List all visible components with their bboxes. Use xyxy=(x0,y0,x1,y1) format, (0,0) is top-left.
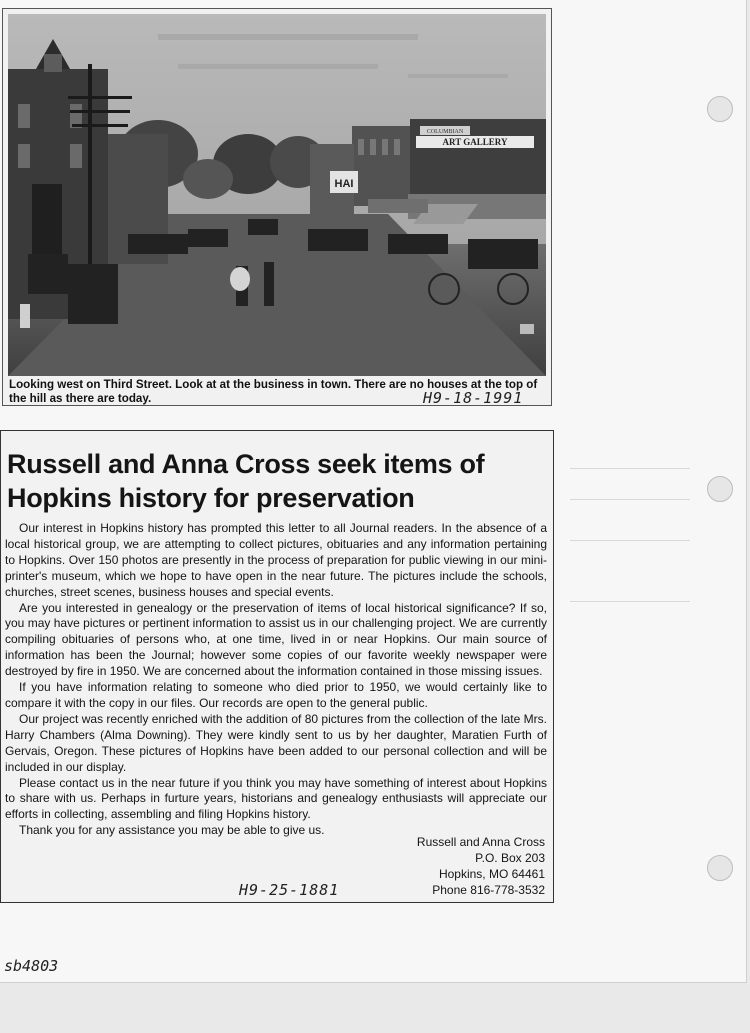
page-reference-code: sb4803 xyxy=(4,957,59,975)
article-body xyxy=(5,521,547,839)
binder-hole-bottom xyxy=(707,855,733,881)
article-signature xyxy=(417,834,545,898)
signature-phone: Phone 816-778-3532 xyxy=(432,883,545,897)
sign-art-gallery: ART GALLERY xyxy=(442,137,508,147)
binder-hole-top xyxy=(707,96,733,122)
article-paragraph: Thank you for any assistance you may be able to give us. xyxy=(19,823,325,838)
article-paragraph: Our project was recently enriched with the addition of 80 pictures from the collection of the late Mrs. Harry Chambers (Alma Downing). They were kindly sent to us by her daughter, Maratien Furth of Gervais, Oregon. These pictures of Hopkins have been added to our personal collection and will be included in our display. xyxy=(5,711,547,774)
historic-street-photo xyxy=(8,14,546,376)
article-paragraph: If you have information relating to someone who died prior to 1950, we would certainly like to compare it with the copy in our files. Our records are open to the general public. xyxy=(5,680,547,710)
article-paragraph: Our interest in Hopkins history has prompted this letter to all Journal readers. In the absence of a local historical group, we are attempting to collect pictures, obituaries and any information pertaining to Hopkins. Over 150 photos are presently in the process of preparation for public viewing in our mini-printer's museum, which we hope to have open in the near future. The pictures include the schools, churches, street scenes, business houses and special events. xyxy=(5,521,547,599)
signature-box: P.O. Box 203 xyxy=(475,851,545,865)
article-paragraph: Are you interested in genealogy or the preservation of items of local historical significance? If so, you may have pictures or pertinent information to assist us in our challenging project. We are currently compiling obituaries of persons who, at one time, lived in or near Hopkins. Our main source of information has been the Journal; however some copies of our favorite weekly newspaper were destroyed by fire in 1950. We are concerned about the information contained in those missing issues. xyxy=(5,600,547,679)
photo-handwritten-date: H9-18-1991 xyxy=(423,389,524,407)
photo-clipping xyxy=(2,8,552,406)
signature-name: Russell and Anna Cross xyxy=(416,835,545,849)
article-paragraph: Please contact us in the near future if you think you may have something of interest about Hopkins to share with us. Perhaps in furture years, historians and genealogy enthusiasts will appreciate our efforts in collecting, assembling and filing Hopkins history. xyxy=(5,775,547,822)
article-headline: Russell and Anna Cross seek items of Hopkins history for preservation xyxy=(7,449,485,513)
article-clipping xyxy=(0,430,554,903)
sign-hardware: HAI xyxy=(334,178,354,190)
binder-hole-middle xyxy=(707,476,733,502)
photo-caption: Looking west on Third Street. Look at at the business in town. There are no houses at the top of the hill as there are today. xyxy=(9,378,538,405)
bleed-through-text xyxy=(570,450,690,780)
article-handwritten-date: H9-25-1881 xyxy=(239,881,340,899)
signature-city: Hopkins, MO 64461 xyxy=(438,867,545,881)
sign-columbian: COLUMBIAN xyxy=(426,129,464,135)
